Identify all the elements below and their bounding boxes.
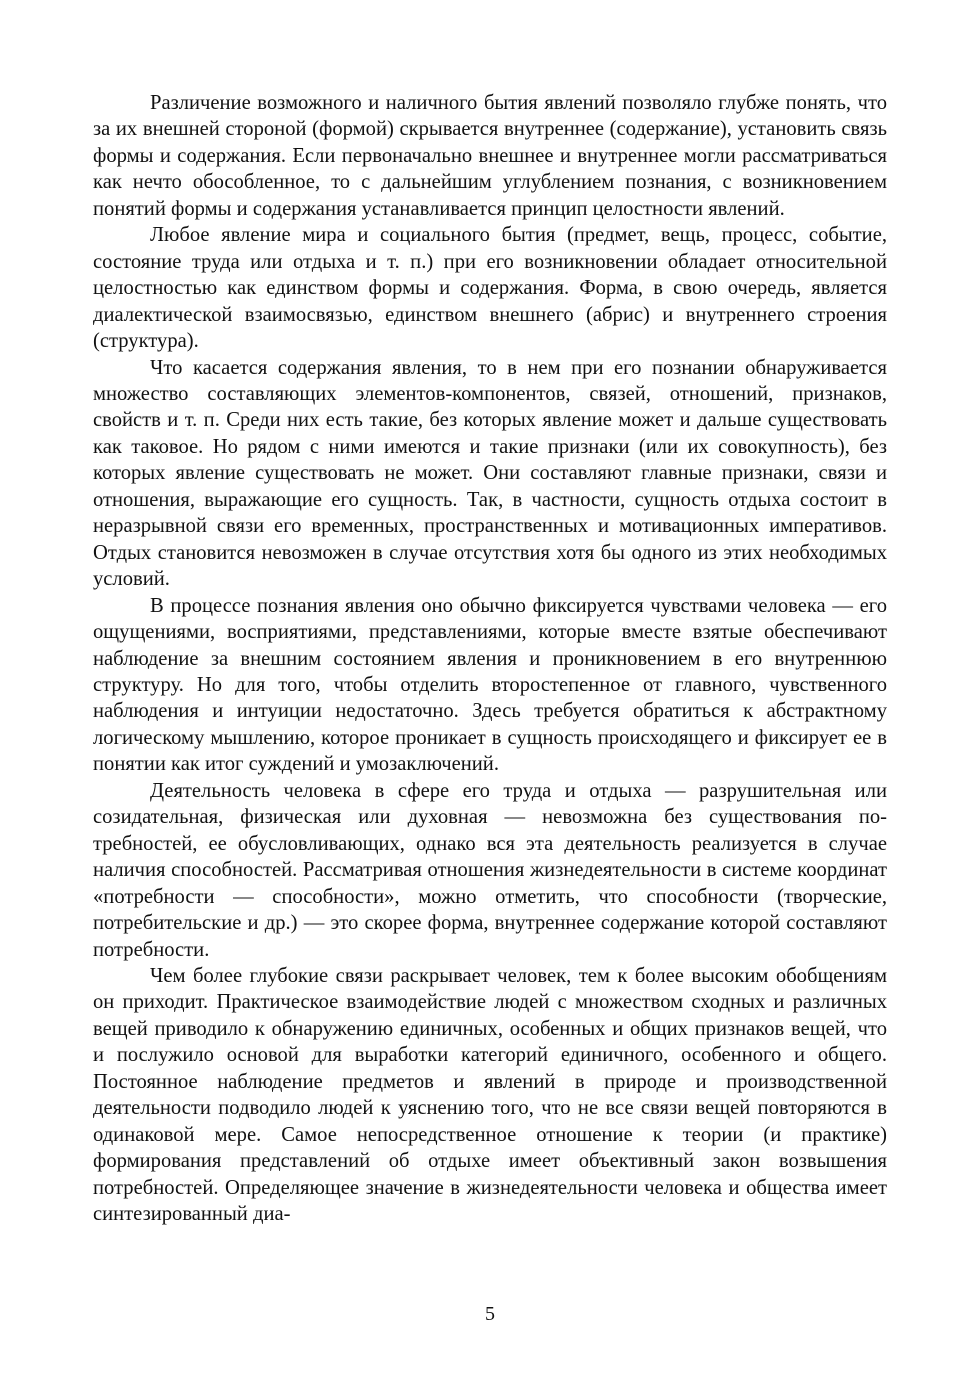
paragraph-1: Различение возможного и наличного бытия явлений позволяло глубже понять, что за их внешней стороной (формой) скрывается внутреннее (содержание), установить связь формы и содержания. Если первоначально внешнее и внутреннее могли рассматриваться как нечто обособленное, то с дальнейшим углублением познания, с возникновением понятий формы и содержания устанавливается принцип целостности явлений. bbox=[93, 92, 887, 220]
paragraph-6: Чем более глубокие связи раскрывает человек, тем к более высоким обобщениям он приходит. Практическое взаимодействие людей с множеством сходных и различных вещей приводило к обнаружению единичных, особенных и общих признаков вещей, что и послужило основой для выработки категорий единичного, особенного и общего. Постоянное наблюдение предметов и явлений в природе и производственной деятельности подводило людей к уяснению того, что не все связи вещей повторяются в одинаковой мере. Самое непосредственное отношение к теории (и практике) формирования представлений об отдыхе имеет объективный закон возвышения потребностей. Определяющее значение в жизнедеятельности человека и общества имеет синтезированный диа- bbox=[93, 964, 887, 1226]
paragraph-3: Что касается содержания явления, то в нем при его познании обнаруживается множество составляющих элементов-компонентов, связей, отношений, признаков, свойств и т. п. Среди них есть такие, без которых явление может и дальше существовать как таковое. Но рядом с ними имеются и такие признаки (или их совокупность), без которых явление существовать не может. Они составляют главные признаки, связи и отношения, выражающие его сущность. Так, в частности, сущность отдыха состоит в неразрывной связи его временных, пространственных и мотивационных императивов. Отдых становится невозможен в случае отсутствия хотя бы одного из этих необходимых условий. bbox=[93, 356, 887, 591]
paragraph-4: В процессе познания явления оно обычно фиксируется чувствами человека — его ощущениями, восприятиями, представлениями, которые вместе взятые обеспечивают наблюдение за внешним состоянием явления и проникновением в его внутреннюю структуру. Но для того, чтобы отделить второстепенное от главного, чувственного наблюдения и интуиции недостаточно. Здесь требуется обратиться к абстрактному логическому мышлению, которое проникает в сущность происходящего и фиксирует ее в понятии как итог суждений и умозаключений. bbox=[93, 594, 887, 776]
page-number: 5 bbox=[485, 1303, 495, 1325]
paragraph-2: Любое явление мира и социального бытия (предмет, вещь, процесс, событие, состояние труда или отдыха и т. п.) при его возникновении обладает относительной целостностью как единством формы и содержания. Форма, в свою очередь, является диалектической взаимосвязью, единством внешнего (абрис) и внутреннего строения (структура). bbox=[93, 224, 887, 353]
paragraph-5: Деятельность человека в сфере его труда и отдыха — разрушительная или созидательная, физическая или духовная — невозможна без существования потребностей, ее обусловливающих, однако вся эта деятельность реализуется в случае наличия способностей. Рассматривая отношения жизнедеятельности в системе координат «потребности — способности», можно отметить, что способности (творческие, потребительские и др.) — это скорее форма, внутреннее содержание которой составляют потребности. bbox=[93, 779, 887, 961]
page-body bbox=[93, 90, 887, 1227]
